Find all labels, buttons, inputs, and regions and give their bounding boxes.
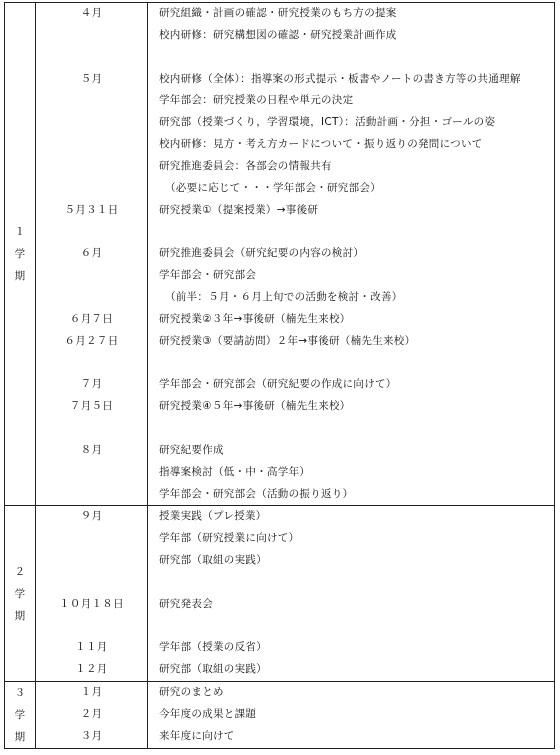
schedule-activity: 研究授業①（提案授業）→事後研	[159, 203, 319, 216]
schedule-activity: 研究授業④５年→事後研（楠先生来校）	[159, 400, 351, 413]
schedule-activity: 研究授業③（要請訪問）２年→事後研（楠先生来校）	[159, 334, 416, 347]
term-row	[5, 682, 555, 749]
schedule-date: ５月	[80, 72, 103, 85]
schedule-activity: 研究部（取組の実践）	[159, 663, 267, 676]
research-schedule-table	[4, 2, 555, 749]
schedule-date: １１月	[75, 641, 108, 654]
schedule-activity: 指導案検討（低・中・高学年）	[159, 465, 311, 478]
schedule-activity: 研究組織・計画の確認・研究授業のもち方の提案	[159, 7, 397, 19]
schedule-date	[36, 484, 147, 506]
schedule-activity: 研究推進委員会（研究紀要の内容の検討）	[159, 247, 365, 260]
schedule-date	[36, 550, 147, 572]
schedule-activity: 学年部（研究授業に向けて）	[159, 532, 300, 545]
schedule-activity: 来年度に向けて	[159, 729, 235, 742]
schedule-activity	[148, 47, 554, 69]
schedule-date	[36, 287, 147, 309]
schedule-date: ２月	[80, 708, 103, 720]
term-row	[5, 3, 555, 506]
schedule-date: ７月	[80, 378, 103, 391]
schedule-activity: 今年度の成果と課題	[159, 708, 257, 720]
schedule-activity: 学年部会：研究授業の日程や単元の決定	[159, 94, 354, 107]
schedule-activity: 研究推進委員会：各部会の情報共有	[159, 159, 332, 172]
schedule-activity	[148, 616, 554, 638]
date-cell	[36, 506, 148, 682]
activity-cell	[148, 682, 555, 749]
schedule-activity	[148, 418, 554, 440]
schedule-date	[36, 353, 147, 375]
schedule-activity	[148, 221, 554, 243]
schedule-date	[36, 462, 147, 484]
schedule-activity: 研究のまとめ	[159, 686, 224, 699]
schedule-date	[36, 178, 147, 200]
schedule-activity: 学年部会・研究部会（研究紀要の作成に向けて）	[159, 378, 397, 391]
schedule-date	[36, 528, 147, 550]
date-cell	[36, 3, 148, 506]
schedule-activity: 学年部会・研究部会（活動の振り返り）	[159, 487, 354, 500]
schedule-date: ６月２７日	[64, 334, 119, 347]
activity-cell	[148, 506, 555, 682]
term-cell	[5, 3, 36, 506]
term-cell	[5, 506, 36, 682]
schedule-activity: 校内研修（全体）：指導案の形式提示・板書やノートの書き方等の共通理解	[159, 72, 521, 85]
schedule-date	[36, 47, 147, 69]
schedule-activity: 研究部（取組の実践）	[159, 554, 267, 567]
schedule-date	[36, 265, 147, 287]
schedule-date: １月	[80, 686, 103, 699]
schedule-activity	[148, 572, 554, 594]
schedule-date: ４月	[80, 7, 103, 19]
term-label: ３学期	[14, 687, 26, 744]
schedule-date	[36, 90, 147, 112]
term-label: １学期	[14, 226, 26, 283]
schedule-date	[36, 572, 147, 594]
schedule-date: ８月	[80, 443, 103, 456]
schedule-activity: 校内研修：見方・考え方カードについて・振り返りの発問について	[159, 138, 483, 151]
schedule-date: ３月	[80, 729, 103, 742]
schedule-date	[36, 134, 147, 156]
schedule-date	[36, 112, 147, 134]
date-cell	[36, 682, 148, 749]
schedule-date	[36, 221, 147, 243]
term-label: ２学期	[14, 565, 26, 622]
schedule-activity: 学年部（授業の反省）	[159, 641, 267, 654]
schedule-date: ６月	[80, 247, 103, 260]
schedule-date	[36, 156, 147, 178]
schedule-date	[36, 616, 147, 638]
term-cell	[5, 682, 36, 749]
schedule-date	[36, 418, 147, 440]
schedule-activity: 研究部（授業づくり，学習環境，ICT）：活動計画・分担・ゴールの姿	[159, 116, 496, 129]
schedule-date: ９月	[80, 510, 103, 523]
schedule-activity	[148, 353, 554, 375]
schedule-date: ６月７日	[69, 312, 114, 325]
schedule-activity: 研究発表会	[159, 597, 213, 610]
schedule-activity: 学年部会・研究部会	[159, 269, 257, 282]
schedule-date: １２月	[75, 663, 108, 676]
schedule-activity: （前半：５月・６月上旬での活動を検討・改善）	[165, 290, 403, 303]
schedule-date	[36, 25, 147, 47]
schedule-activity: 授業実践（プレ授業）	[159, 510, 267, 523]
schedule-date: ５月３１日	[64, 203, 119, 216]
schedule-activity: 校内研修：研究構想図の確認・研究授業計画作成	[159, 28, 397, 41]
schedule-activity: （必要に応じて・・・学年部会・研究部会）	[165, 181, 381, 194]
activity-cell	[148, 3, 555, 506]
schedule-activity: 研究紀要作成	[159, 443, 224, 456]
schedule-date: ７月５日	[69, 400, 114, 413]
schedule-activity: 研究授業②３年→事後研（楠先生来校）	[159, 312, 351, 325]
schedule-date: １０月１８日	[59, 597, 124, 610]
term-row	[5, 506, 555, 682]
schedule-body	[5, 3, 555, 749]
